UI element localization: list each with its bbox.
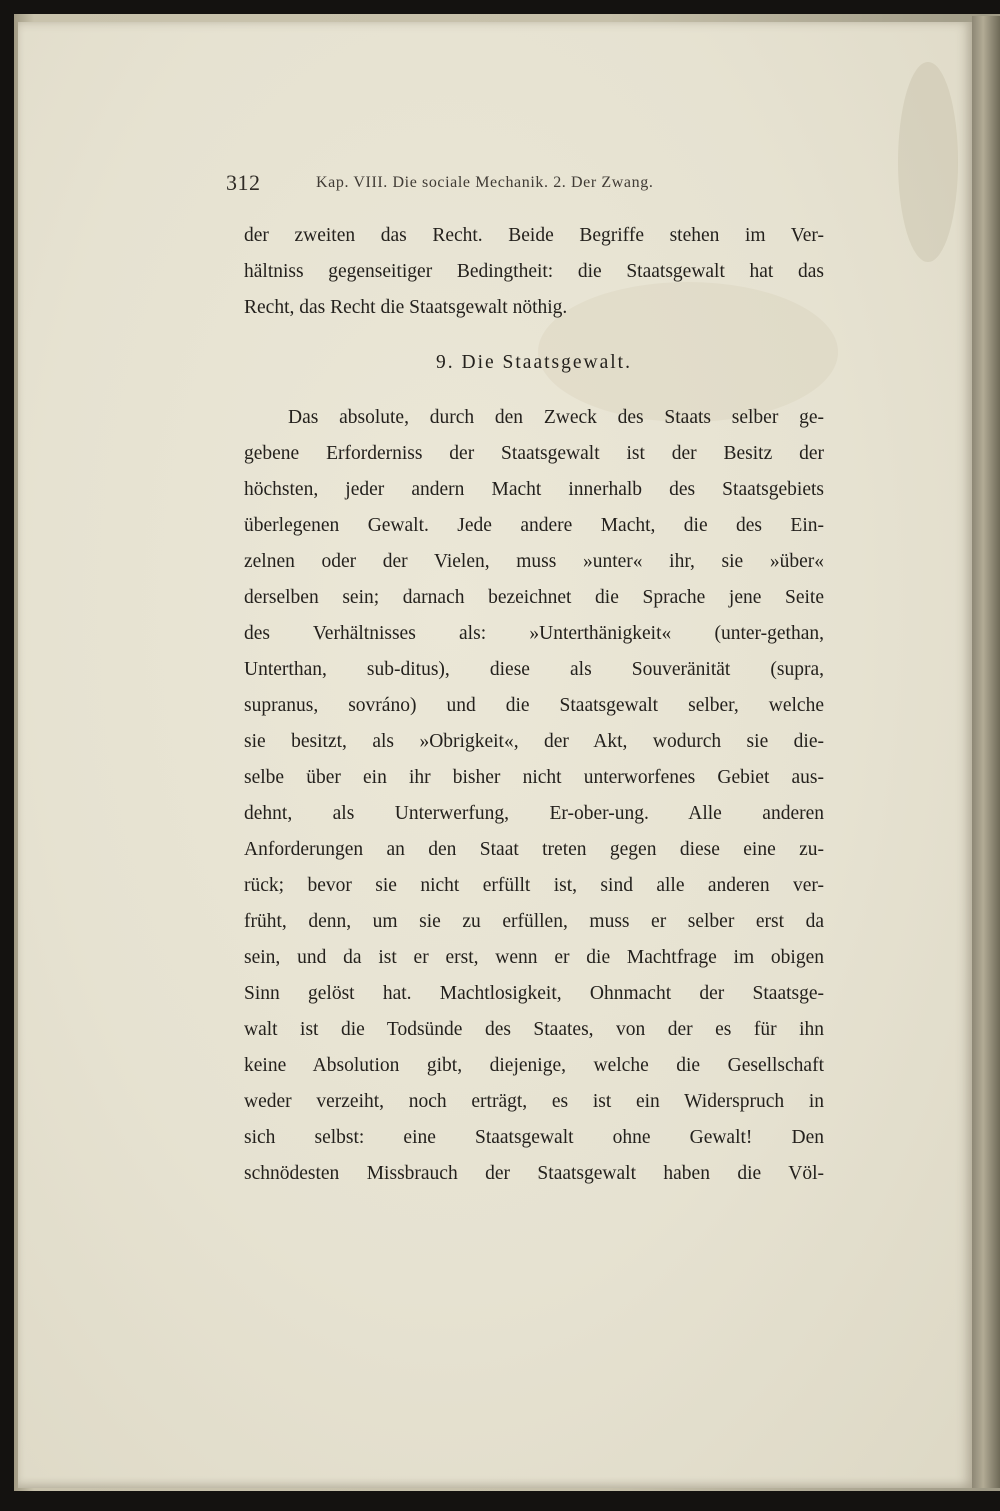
text-line: Anforderungen an den Staat treten gegen diese eine zu- — [244, 839, 824, 860]
page-number: 312 — [226, 170, 261, 195]
section-heading: 9. Die Staatsgewalt. — [436, 352, 632, 373]
text-line: keine Absolution gibt, diejenige, welche die Gesellschaft — [244, 1055, 824, 1076]
text-line: dehnt, als Unterwerfung, Er-ober-ung. Alle anderen — [244, 803, 824, 824]
text-line: weder verzeiht, noch erträgt, es ist ein Widerspruch in — [244, 1091, 824, 1112]
text-line: Unterthan, sub-ditus), diese als Souveränität (supra, — [244, 659, 824, 680]
text-line: gebene Erforderniss der Staatsgewalt ist der Besitz der — [244, 443, 824, 464]
text-line: höchsten, jeder andern Macht innerhalb des Staatsgebiets — [244, 479, 824, 500]
text-line: überlegenen Gewalt. Jede andere Macht, die des Ein- — [244, 515, 824, 536]
text-line: sich selbst: eine Staatsgewalt ohne Gewalt! Den — [244, 1127, 824, 1148]
text-line: rück; bevor sie nicht erfüllt ist, sind alle anderen ver- — [244, 875, 824, 896]
text-line: hältniss gegenseitiger Bedingtheit: die Staatsgewalt hat das — [244, 261, 824, 282]
text-line: Recht, das Recht die Staatsgewalt nöthig. — [244, 297, 568, 318]
text-line: sein, und da ist er erst, wenn er die Machtfrage im obigen — [244, 947, 824, 968]
text-line: derselben sein; darnach bezeichnet die Sprache jene Seite — [244, 587, 824, 608]
text-line: zelnen oder der Vielen, muss »unter« ihr, sie »über« — [244, 551, 824, 572]
text-line: Das absolute, durch den Zweck des Staats selber ge- — [288, 407, 824, 428]
text-line: des Verhältnisses als: »Unterthänigkeit« (unter-gethan, — [244, 623, 824, 644]
running-head: Kap. VIII. Die sociale Mechanik. 2. Der Zwang. — [316, 174, 654, 191]
text-line: früht, denn, um sie zu erfüllen, muss er selber erst da — [244, 911, 824, 932]
paper-stain — [898, 62, 958, 262]
text-line: sie besitzt, als »Obrigkeit«, der Akt, wodurch sie die- — [244, 731, 824, 752]
body-text — [244, 218, 824, 1192]
text-line: schnödesten Missbrauch der Staatsgewalt haben die Völ- — [244, 1163, 824, 1184]
text-line: Sinn gelöst hat. Machtlosigkeit, Ohnmacht der Staatsge- — [244, 983, 824, 1004]
text-line: supranus, sovráno) und die Staatsgewalt selber, welche — [244, 695, 824, 716]
text-line: walt ist die Todsünde des Staates, von der es für ihn — [244, 1019, 824, 1040]
book-edge — [972, 16, 1000, 1488]
text-line: der zweiten das Recht. Beide Begriffe stehen im Ver- — [244, 225, 824, 246]
page-header — [226, 170, 766, 200]
text-line: selbe über ein ihr bisher nicht unterworfenes Gebiet aus- — [244, 767, 824, 788]
